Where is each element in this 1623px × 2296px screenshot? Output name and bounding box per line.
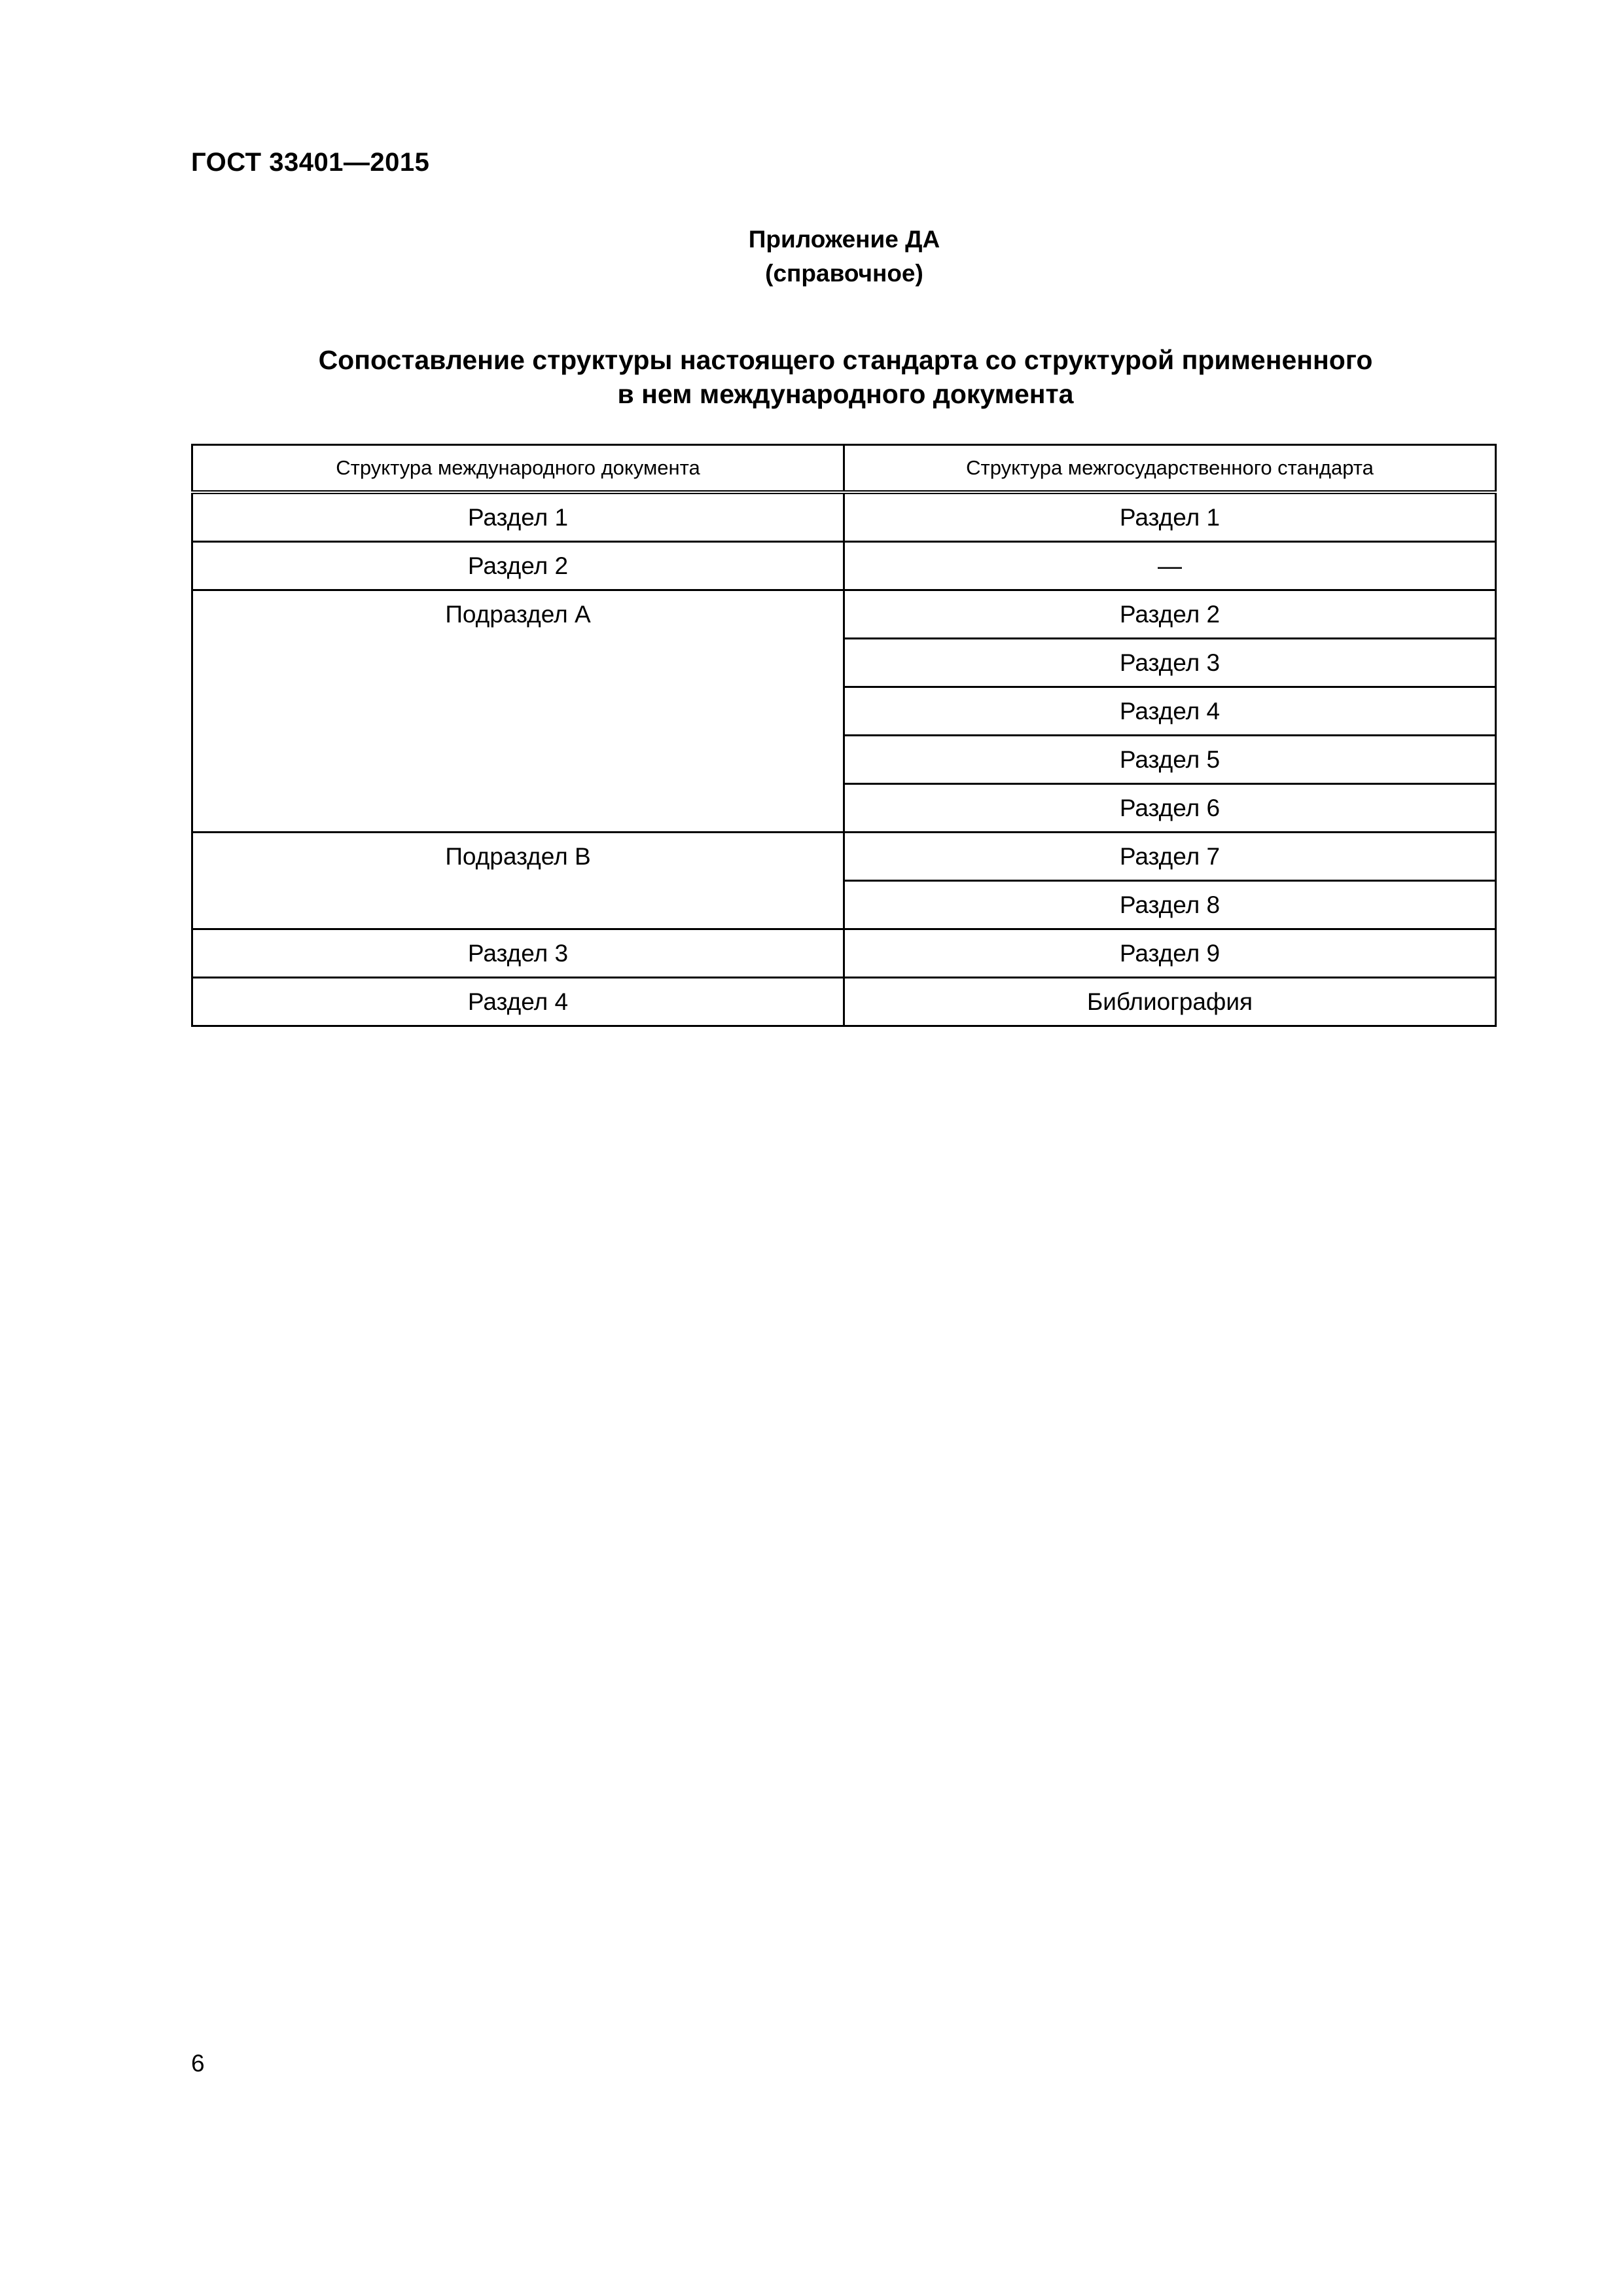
interstate-cell: Раздел 8 [844, 881, 1496, 929]
international-cell: Раздел 4 [192, 978, 844, 1026]
international-cell: Раздел 3 [192, 929, 844, 978]
column-header-international: Структура международного документа [192, 445, 844, 493]
interstate-cell: Раздел 2 [844, 590, 1496, 639]
table-row [192, 978, 1496, 1026]
interstate-cell: Раздел 7 [844, 833, 1496, 881]
structure-comparison-table [191, 444, 1497, 1027]
annex-subtitle: (справочное) [765, 260, 923, 287]
document-code: ГОСТ 33401—2015 [191, 148, 430, 177]
interstate-cell: Раздел 4 [844, 687, 1496, 736]
table-row [192, 833, 1496, 881]
international-cell: Раздел 1 [192, 492, 844, 542]
interstate-cell: Раздел 3 [844, 639, 1496, 687]
table-row [192, 590, 1496, 639]
table-title [191, 343, 1500, 411]
interstate-cell: Раздел 1 [844, 492, 1496, 542]
table-row [192, 929, 1496, 978]
annex-heading [0, 223, 1623, 291]
table-row [192, 542, 1496, 590]
interstate-cell: — [844, 542, 1496, 590]
interstate-cell: Раздел 5 [844, 736, 1496, 784]
international-cell: Раздел 2 [192, 542, 844, 590]
table-row [192, 492, 1496, 542]
table-header-row [192, 445, 1496, 493]
interstate-cell: Раздел 6 [844, 784, 1496, 833]
annex-title: Приложение ДА [748, 226, 940, 253]
column-header-interstate: Структура межгосударственного стандарта [844, 445, 1496, 493]
international-cell: Подраздел В [192, 833, 844, 929]
interstate-cell: Библиография [844, 978, 1496, 1026]
table-title-line-2: в нем международного документа [617, 379, 1074, 409]
table-title-line-1: Сопоставление структуры настоящего стандарта со структурой примененного [318, 345, 1373, 375]
page-number: 6 [191, 2050, 205, 2077]
international-cell: Подраздел А [192, 590, 844, 833]
interstate-cell: Раздел 9 [844, 929, 1496, 978]
